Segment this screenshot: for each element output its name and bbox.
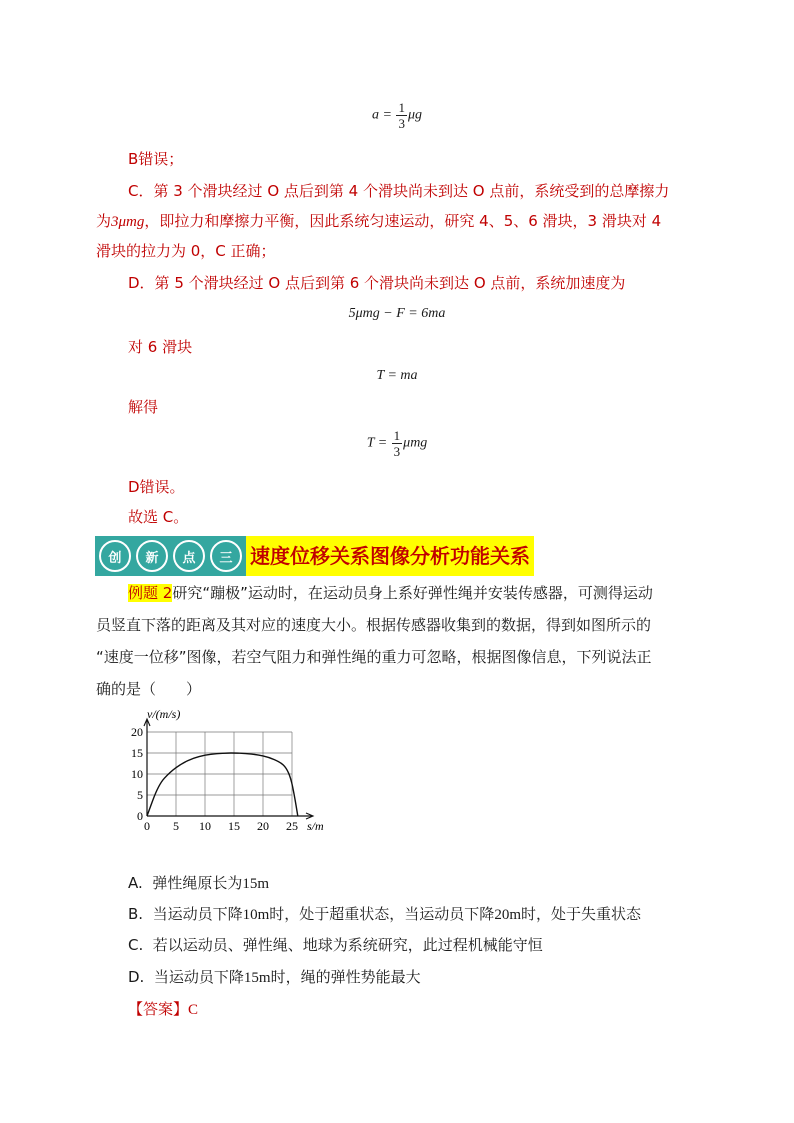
x-tick-label: 25 xyxy=(286,819,298,833)
chart-series-line xyxy=(147,753,298,816)
x-tick-label: 20 xyxy=(257,819,269,833)
formula-tension-result: T = $\frac{1}{3}$ μmg xyxy=(366,428,428,459)
chart-xlabel: s/m xyxy=(307,819,324,833)
example-line-4: 确的是（ ） xyxy=(96,680,202,698)
choose-answer: 故选 C。 xyxy=(128,508,189,526)
y-tick-label: 15 xyxy=(131,746,143,760)
answer-line: 【答案】C xyxy=(128,1000,199,1018)
example-line-1: 例题 2研究“蹦极”运动时，在运动员身上系好弹性绳并安装传感器，可测得运动 xyxy=(128,584,653,602)
y-tick-label: 10 xyxy=(131,767,143,781)
c-line-1: C．第 3 个滑块经过 O 点后到第 4 个滑块尚未到达 O 点前，系统受到的总摩擦力 xyxy=(128,182,670,200)
formula-tension: T = ma xyxy=(376,368,418,383)
formula-system: 5μmg − F = 6ma xyxy=(348,306,446,321)
chart-axes xyxy=(144,719,313,819)
velocity-displacement-chart xyxy=(125,700,345,840)
banner-title: 速度位移关系图像分析功能关系 xyxy=(246,536,534,576)
option-c[interactable]: C. 若以运动员、弹性绳、地球为系统研究，此过程机械能守恒 xyxy=(128,936,543,954)
formula-acceleration: a = $\frac{1}{3}$ μg xyxy=(372,100,422,131)
c-line-3: 滑块的拉力为 0，C 正确； xyxy=(96,242,276,260)
y-tick-label: 5 xyxy=(137,788,143,802)
c-line-2: 为3μmg，即拉力和摩擦力平衡，因此系统匀速运动，研究 4、5、6 滑块，3 滑块对 4 xyxy=(96,212,662,230)
example-tag: 例题 2 xyxy=(128,584,173,602)
innovation-icon-2: 新 xyxy=(136,540,168,572)
d-wrong: D错误。 xyxy=(128,478,185,496)
d-line-1: D．第 5 个滑块经过 O 点后到第 6 个滑块尚未到达 O 点前，系统加速度为 xyxy=(128,274,626,292)
option-b[interactable]: B. 当运动员下降10m时，处于超重状态，当运动员下降20m时，处于失重状态 xyxy=(128,905,641,923)
chart-ylabel: v/(m/s) xyxy=(147,707,181,721)
option-d[interactable]: D. 当运动员下降15m时，绳的弹性势能最大 xyxy=(128,968,421,986)
x-tick-label: 10 xyxy=(199,819,211,833)
section-banner xyxy=(95,535,534,577)
chart-ticks xyxy=(131,725,298,833)
innovation-icon-3: 点 xyxy=(173,540,205,572)
banner-icons xyxy=(95,536,246,576)
for-block-6: 对 6 滑块 xyxy=(128,338,193,356)
solve-label: 解得 xyxy=(128,398,159,416)
y-tick-label: 0 xyxy=(137,809,143,823)
b-wrong: B错误； xyxy=(128,150,184,168)
x-tick-label: 5 xyxy=(173,819,179,833)
x-tick-label: 15 xyxy=(228,819,240,833)
example-line-3: “速度一位移”图像，若空气阻力和弹性绳的重力可忽略，根据图像信息，下列说法正 xyxy=(96,648,652,666)
innovation-icon-4: 三 xyxy=(210,540,242,572)
y-tick-label: 20 xyxy=(131,725,143,739)
x-tick-label: 0 xyxy=(144,819,150,833)
innovation-icon-1: 创 xyxy=(99,540,131,572)
example-line-2: 员竖直下落的距离及其对应的速度大小。根据传感器收集到的数据，得到如图所示的 xyxy=(96,616,652,634)
option-a[interactable]: A. 弹性绳原长为15m xyxy=(128,874,269,892)
